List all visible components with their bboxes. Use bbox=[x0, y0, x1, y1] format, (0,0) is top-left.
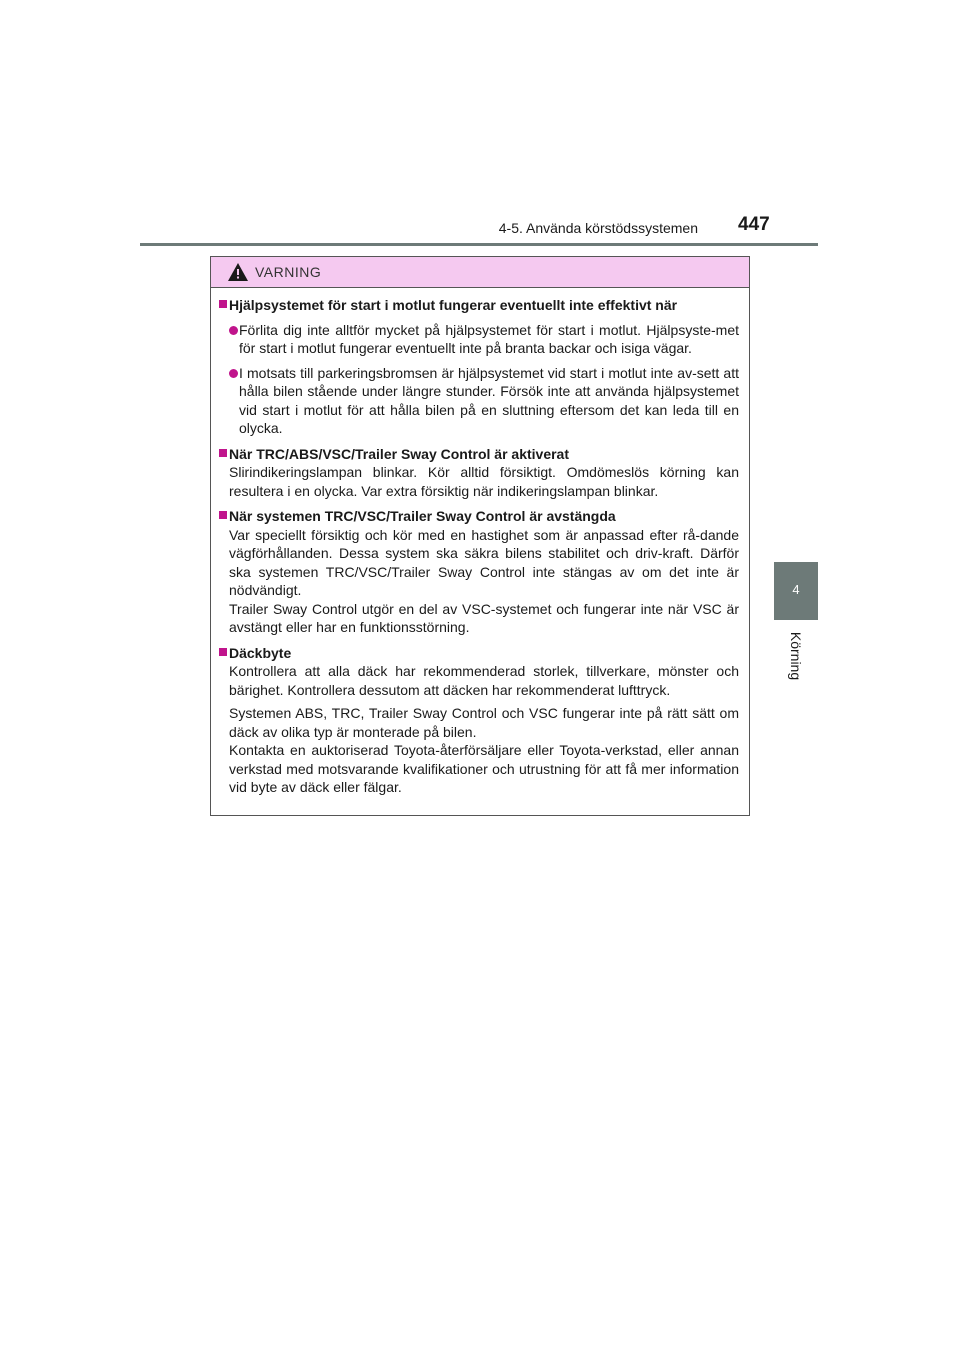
section-paragraph: Kontakta en auktoriserad Toyota-återförsäljare eller Toyota-verkstad, eller annan verkstad med motsvarande kvalifikationer och utrustning för att få mer information vid byte av däck eller fälgar. bbox=[229, 742, 739, 795]
header-rule bbox=[140, 243, 818, 246]
section-paragraph: Systemen ABS, TRC, Trailer Sway Control och VSC fungerar inte på rätt sätt om däck av olika typ är monterade på bilen. bbox=[229, 705, 739, 740]
section-heading-text: När systemen TRC/VSC/Trailer Sway Control är avstängda bbox=[229, 508, 616, 524]
section-paragraph: Var speciellt försiktig och kör med en hastighet som är anpassad efter rå-dande vägförhållanden. Dessa system ska säkra bilens stabilitet och driv-kraft. Därför ska systemen TRC/VSC/Trailer Sway Control inte stängas av om det inte är nödvändigt. bbox=[229, 526, 739, 598]
section-marker bbox=[219, 511, 227, 519]
section-heading bbox=[219, 507, 739, 526]
section-heading bbox=[219, 644, 739, 663]
chapter-tab[interactable] bbox=[774, 562, 818, 620]
section-paragraph: Kontrollera att alla däck har rekommenderad storlek, tillverkare, mönster och bärighet. Kontrollera dessutom att däcken har rekommenderat lufttryck. bbox=[229, 663, 739, 698]
section-heading-text: Däckbyte bbox=[229, 644, 292, 661]
section-marker bbox=[219, 300, 227, 308]
page-number: 447 bbox=[738, 214, 770, 235]
chapter-tab-label: Körning bbox=[788, 631, 804, 681]
section-marker bbox=[219, 449, 227, 457]
warning-body bbox=[211, 288, 749, 797]
section-heading bbox=[219, 445, 739, 464]
bullet-item bbox=[219, 321, 739, 358]
bullet-dot-icon bbox=[229, 326, 238, 335]
section-marker bbox=[219, 648, 227, 656]
chapter-tab-number: 4 bbox=[792, 582, 800, 597]
bullet-text: Förlita dig inte alltför mycket på hjälpsystemet för start i motlut. Hjälpsyste-met för start i motlut fungerar eventuellt inte på branta backar och isiga vägar. bbox=[239, 321, 739, 356]
section-paragraph: Slirindikeringslampan blinkar. Kör alltid försiktigt. Omdömeslös körning kan resultera i en olycka. Var extra försiktig när indikeringslampan blinkar. bbox=[229, 464, 739, 499]
page-header-section: 4-5. Använda körstödssystemen bbox=[498, 220, 698, 236]
bullet-dot-icon bbox=[229, 369, 238, 378]
bullet-item bbox=[219, 364, 739, 438]
section-heading-text: När TRC/ABS/VSC/Trailer Sway Control är aktiverat bbox=[229, 445, 569, 462]
section-heading bbox=[219, 296, 739, 315]
section-heading-text: Hjälpsystemet för start i motlut fungerar eventuellt inte effektivt när bbox=[229, 297, 678, 313]
bullet-text: I motsats till parkeringsbromsen är hjälpsystemet vid start i motlut inte av-sett att hålla bilen stående under längre stunder. Försök inte att använda hjälpsystemet vid start i motlut för att hålla bilen på en sluttning eftersom det kan leda till en olycka. bbox=[239, 364, 739, 436]
warning-box bbox=[210, 256, 750, 816]
warning-header bbox=[211, 257, 749, 288]
warning-triangle-icon bbox=[227, 262, 249, 282]
warning-title: VARNING bbox=[255, 264, 322, 280]
section-paragraph: Trailer Sway Control utgör en del av VSC-systemet och fungerar inte när VSC är avstängt eller har en funktionsstörning. bbox=[229, 600, 739, 635]
